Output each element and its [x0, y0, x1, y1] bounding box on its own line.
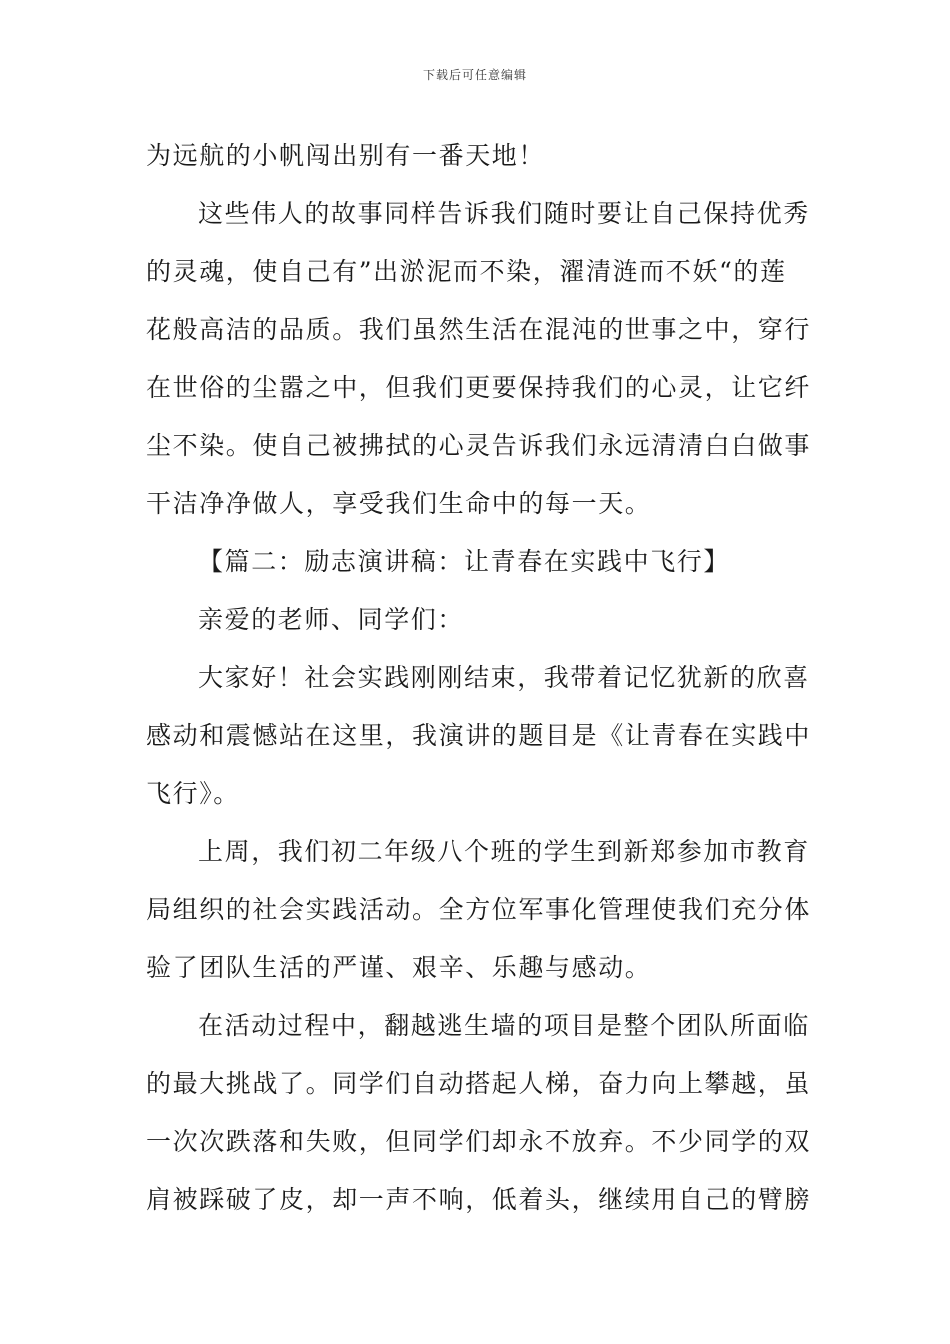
text-line: 大家好！社会实践刚刚结束，我带着记忆犹新的欣喜 — [198, 663, 810, 692]
text-line: 验了团队生活的严谨、艰辛、乐趣与感动。 — [146, 953, 652, 982]
page-header: 下载后可任意编辑 — [422, 68, 527, 82]
document-body — [146, 127, 812, 1229]
text-line: 在世俗的尘嚣之中，但我们更要保持我们的心灵，让它纤 — [146, 373, 812, 402]
section-heading: 【篇二：励志演讲稿：让青春在实践中飞行】 — [198, 547, 731, 576]
text-line: 飞行》。 — [146, 779, 240, 808]
text-line: 一次次跌落和失败，但同学们却永不放弃。不少同学的双 — [146, 1127, 812, 1156]
text-line: 的灵魂，使自己有”出淤泥而不染，濯清涟而不妖“的莲 — [146, 257, 787, 286]
text-line: 感动和震憾站在这里，我演讲的题目是《让青春在实践中 — [146, 721, 812, 750]
text-line: 局组织的社会实践活动。全方位军事化管理使我们充分体 — [146, 895, 812, 924]
text-line: 肩被踩破了皮，却一声不响，低着头，继续用自己的臂膀 — [146, 1185, 812, 1214]
salutation: 亲爱的老师、同学们： — [198, 605, 465, 634]
text-line: 这些伟人的故事同样告诉我们随时要让自己保持优秀 — [198, 199, 810, 228]
text-line: 在活动过程中，翻越逃生墙的项目是整个团队所面临 — [198, 1011, 810, 1040]
text-line: 上周，我们初二年级八个班的学生到新郑参加市教育 — [198, 837, 810, 866]
text-line: 为远航的小帆闯出别有一番天地！ — [146, 141, 546, 170]
text-line: 尘不染。使自己被拂拭的心灵告诉我们永远清清白白做事 — [146, 431, 812, 460]
text-line: 的最大挑战了。同学们自动搭起人梯，奋力向上攀越，虽 — [146, 1069, 812, 1098]
text-line: 干洁净净做人，享受我们生命中的每一天。 — [146, 489, 652, 518]
text-line: 花般高洁的品质。我们虽然生活在混沌的世事之中，穿行 — [146, 315, 812, 344]
